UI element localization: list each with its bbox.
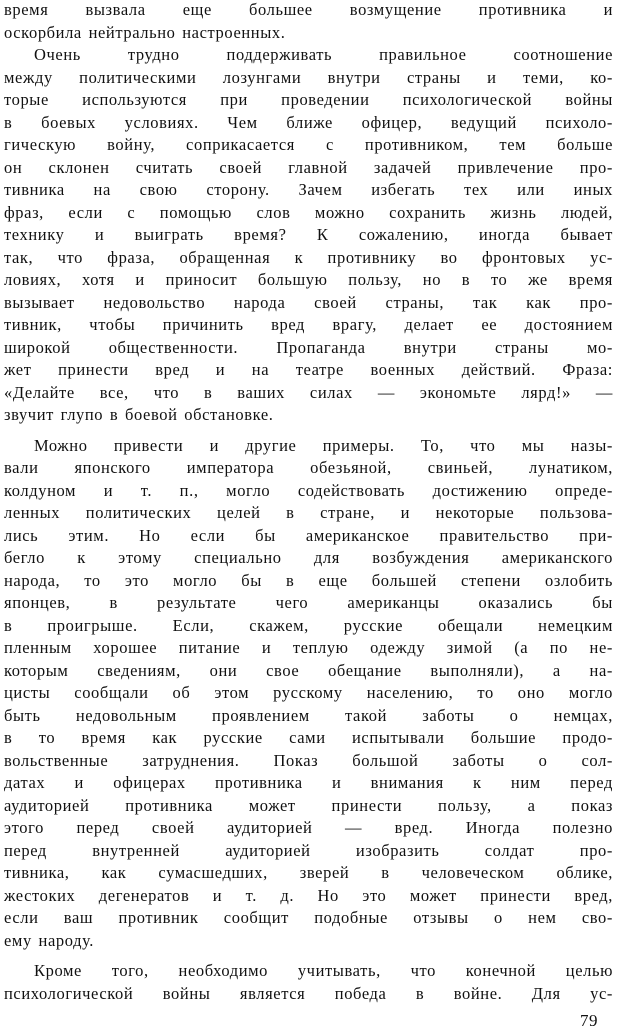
- text-line: народа, то это могло бы в еще большей степени озлобить: [4, 570, 613, 590]
- text-line: тивника на свою сторону. Зачем избегать тех или иных: [4, 180, 613, 199]
- text-line: ловиях, хотя и приносит большую пользу, но в то же время: [4, 270, 613, 289]
- text-line: в боевых условиях. Чем ближе офицер, ведущий психоло-: [4, 112, 613, 132]
- text-line: в проигрыше. Если, скажем, русские обещали немецким: [4, 615, 613, 635]
- text-line: бегло к этому специально для возбуждения американского: [4, 548, 613, 567]
- text-line: звучит глупо в боевой обстановке.: [4, 405, 274, 424]
- text-line: быть недовольным проявлением такой заботы о немцах,: [4, 705, 613, 725]
- text-line: вольственные затруднения. Показ большой заботы о сол-: [4, 750, 613, 770]
- text-line: между политическими лозунгами внутри страны и теми, ко-: [4, 67, 613, 87]
- text-line: ему народу.: [4, 930, 95, 950]
- text-line: вали японского императора обезьяной, свиньей, лунатиком,: [4, 458, 613, 477]
- text-line: аудиторией противника может принести пользу, а показ: [4, 795, 613, 815]
- text-line: лись этим. Но если бы американское правительство при-: [4, 525, 613, 545]
- text-line: он склонен считать своей главной задачей привлечение про-: [4, 157, 613, 177]
- text-line: Можно привести и другие примеры. То, что мы назы-: [34, 435, 613, 455]
- text-line: колдуном и т. п., могло содействовать достижению опреде-: [4, 480, 613, 500]
- text-line: жестоких дегенератов и т. д. Но это может принести вред,: [4, 885, 613, 905]
- text-line: ленных политических целей в стране, и некоторые пользова-: [4, 503, 613, 522]
- text-line: цисты сообщали об этом русскому населению, то оно могло: [4, 683, 613, 702]
- text-line: жет принести вред и на театре военных действий. Фраза:: [4, 360, 613, 379]
- text-line: гическую войну, соприкасается с противником, тем больше: [4, 135, 613, 154]
- text-line: пленным хорошее питание и теплую одежду зимой (а по не-: [4, 638, 613, 657]
- text-line: перед внутренней аудиторией изобразить солдат про-: [4, 840, 613, 860]
- text-line: Кроме того, необходимо учитывать, что конечной целью: [34, 961, 613, 980]
- text-line: этого перед своей аудиторией — вред. Иногда полезно: [4, 818, 613, 837]
- text-line: время вызвала еще большее возмущение противника и: [4, 0, 613, 19]
- text-line: которым сведениям, они свое обещание выполняли), а на-: [4, 660, 613, 680]
- text-line: если ваш противник сообщит подобные отзывы о нем сво-: [4, 908, 613, 927]
- text-line: оскорбила нейтрально настроенных.: [4, 22, 286, 42]
- text-line: тивника, как сумасшедших, зверей в человеческом облике,: [4, 863, 613, 882]
- text-line: тивник, чтобы причинить вред врагу, делает ее достоянием: [4, 315, 613, 334]
- text-line: «Делайте все, что в ваших силах — экономьте лярд!» —: [4, 382, 613, 402]
- text-line: торые используются при проведении психологической войны: [4, 90, 613, 109]
- text-line: технику и выиграть время? К сожалению, иногда бывает: [4, 225, 613, 244]
- text-line: датах и офицерах противника и внимания к ним перед: [4, 773, 613, 792]
- text-line: Очень трудно поддерживать правильное соотношение: [34, 45, 613, 64]
- text-line: широкой общественности. Пропаганда внутри страны мо-: [4, 337, 613, 357]
- text-line: в то время как русские сами испытывали большие продо-: [4, 728, 613, 747]
- text-line: японцев, в результате чего американцы оказались бы: [4, 593, 613, 612]
- text-line: так, что фраза, обращенная к противнику во фронтовых ус-: [4, 247, 613, 267]
- text-line: фраз, если с помощью слов можно сохранить жизнь людей,: [4, 202, 613, 222]
- text-line: психологической войны является победа в войне. Для ус-: [4, 983, 613, 1003]
- text-line: вызывает недовольство народа своей страны, так как про-: [4, 292, 613, 312]
- page-number: 79: [580, 1010, 598, 1030]
